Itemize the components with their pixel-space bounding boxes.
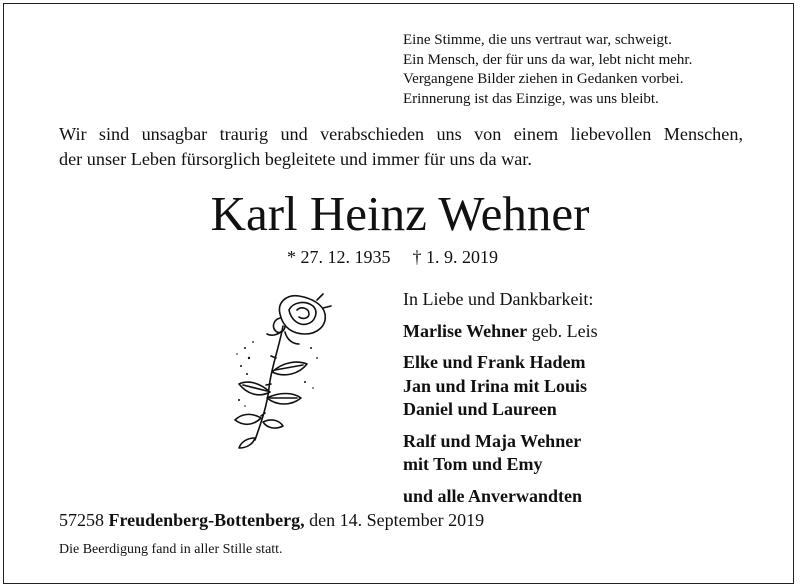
notice-date: den 14. September 2019 (304, 510, 485, 530)
mourners-closing: und alle Anverwandten (403, 485, 583, 506)
postal-code: 57258 (59, 510, 109, 530)
mourner-line: Jan und Irina mit Louis (403, 375, 588, 396)
poem-line: Ein Mensch, der für uns da war, lebt nicht mehr. (403, 51, 693, 68)
poem-line: Erinnerung ist das Einzige, was uns bleibt. (403, 90, 659, 107)
mourner-line: Daniel und Laureen (403, 399, 557, 419)
poem-line: Vergangene Bilder ziehen in Gedanken vorbei. (403, 71, 684, 87)
intro-text (59, 122, 743, 172)
death-date: † 1. 9. 2019 (412, 247, 498, 267)
funeral-note: Die Beerdigung fand in aller Stille statt. (59, 542, 283, 557)
deceased-name: Karl Heinz Wehner (210, 186, 590, 241)
spouse-line (403, 320, 598, 344)
place-and-date (59, 508, 484, 532)
spouse-name: Marlise Wehner (403, 320, 528, 341)
birth-date: * 27. 12. 1935 (287, 247, 391, 267)
mourner-line: Elke und Frank Hadem (403, 352, 586, 372)
mourner-line: Ralf und Maja Wehner (403, 430, 582, 451)
spouse-maiden-name: geb. Leis (527, 320, 598, 341)
poem-block (403, 31, 692, 109)
intro-line-2: der unser Leben fürsorglich begleitete und immer für uns da war. (59, 149, 532, 169)
intro-line-1: Wir sind unsagbar traurig und verabschieden uns von einem liebevollen Menschen, (59, 124, 743, 144)
mourner-line: mit Tom und Emy (403, 454, 543, 474)
mourners-list (403, 288, 598, 508)
life-dates (287, 245, 498, 269)
mourners-heading: In Liebe und Dankbarkeit: (403, 289, 594, 309)
poem-line: Eine Stimme, die uns vertraut war, schweigt. (403, 32, 672, 48)
rose-icon (225, 288, 335, 453)
town-name: Freudenberg-Bottenberg, (108, 510, 305, 530)
